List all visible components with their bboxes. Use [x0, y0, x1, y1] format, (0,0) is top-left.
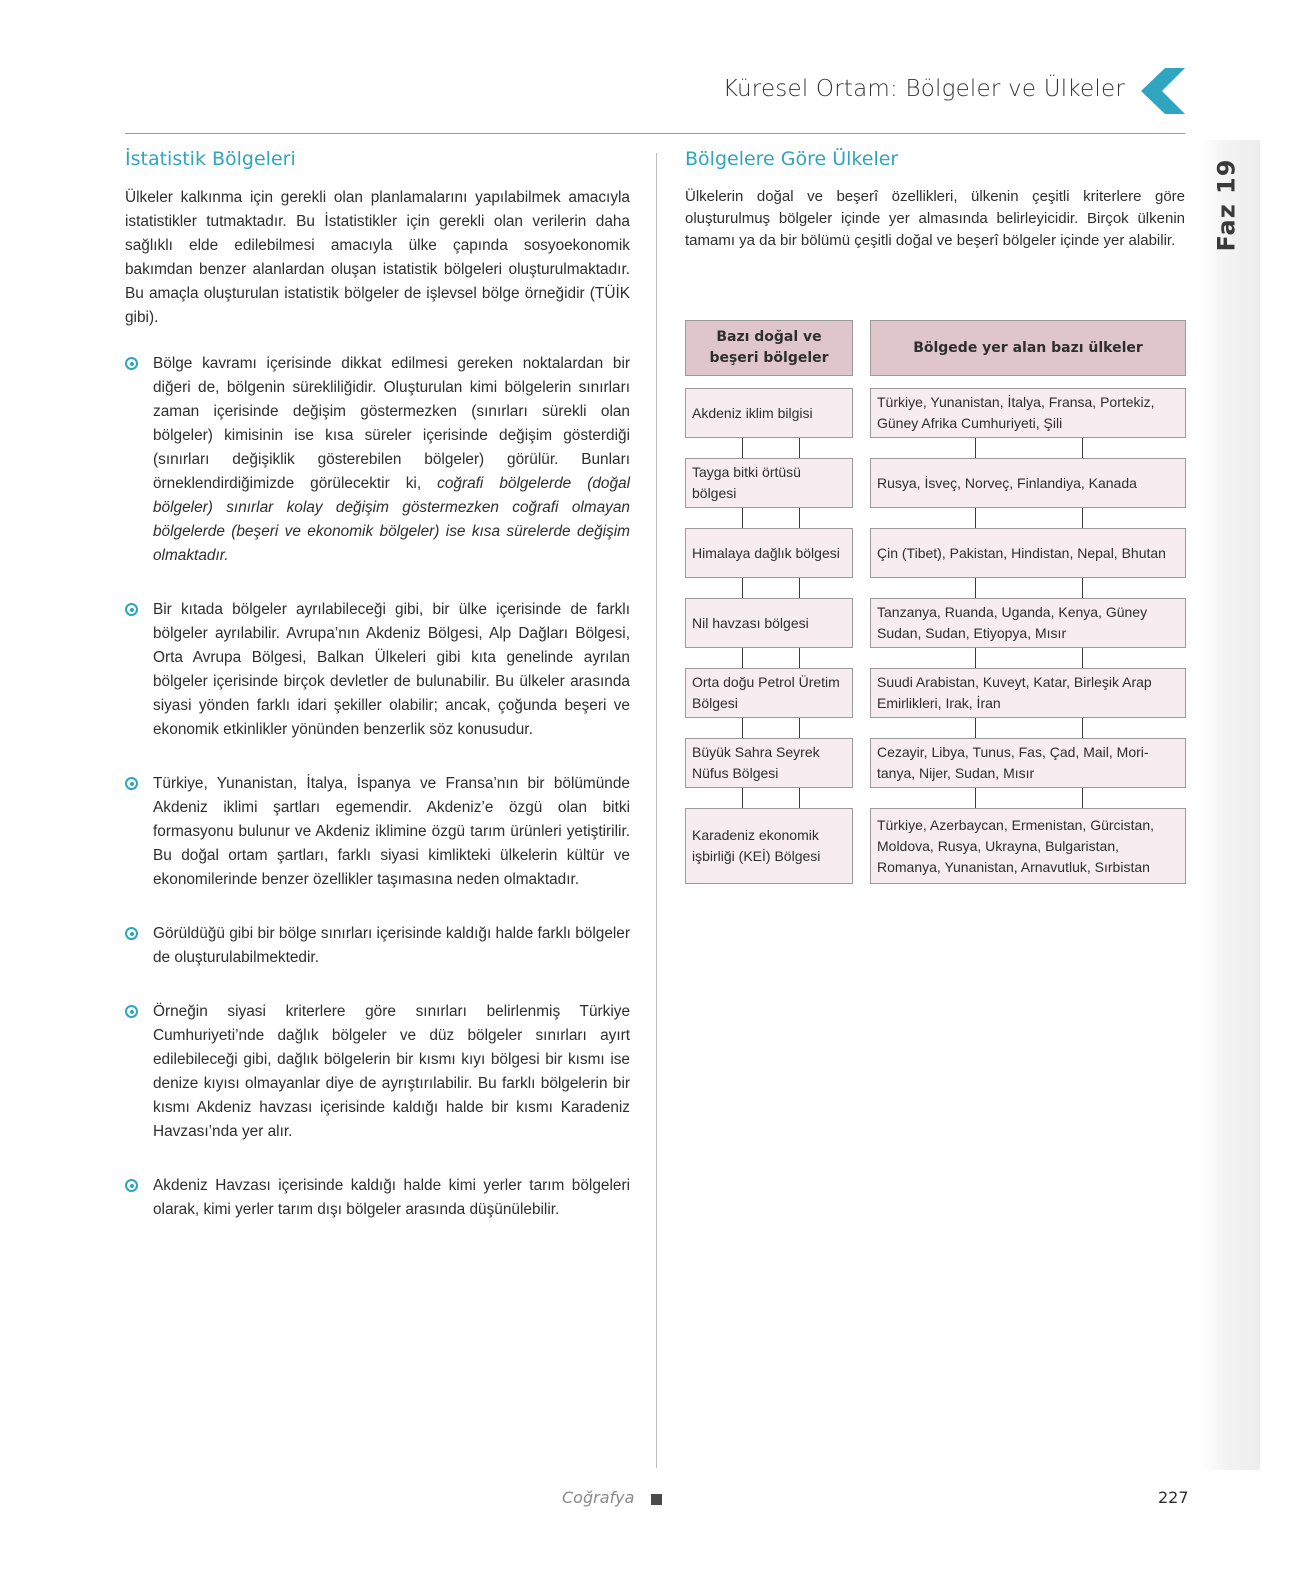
connector-line — [742, 718, 743, 738]
connector-line — [1082, 438, 1083, 458]
region-box: Himalaya dağlık bölgesi — [685, 528, 853, 578]
bullet-item — [125, 772, 630, 892]
connector-line — [799, 718, 800, 738]
bullet-item — [125, 1174, 630, 1222]
countries-box: Türkiye, Yunanistan, İtalya, Fransa, Portekiz, Güney Afrika Cumhuriyeti, Şili — [870, 388, 1186, 438]
side-label: Faz 19 — [1212, 158, 1240, 252]
bullet-target-icon — [125, 1179, 138, 1192]
connector-line — [742, 578, 743, 598]
bullet-text: Türkiye, Yunanistan, İtalya, İspanya ve Fransa’nın bir bölümünde Akdeniz iklimi şartları egemendir. Akdeniz’e özgü olan bitki formasyonu bulunur ve Akdeniz iklimine özgü tarım ürünleri yetiştirilir. Bu doğal ortam şartları, farklı siyasi kimlikteki ülkelerin kültür ve ekonomilerinde benzer özellikler taşımasına neden olmaktadır. — [153, 775, 630, 888]
chevron-left-icon — [1141, 68, 1185, 114]
connector-line — [799, 438, 800, 458]
page-header — [125, 58, 1185, 134]
right-intro-paragraph: Ülkelerin doğal ve beşerî özellikleri, ülkenin çeşitli kriterlere göre oluşturulmuş bölgeler içinde yer almasında belirleyicidir. Birçok ülkenin tamamı ya da bir bölümü çeşitli doğal ve beşerî bölgeler içinde yer alabilir. — [685, 188, 1185, 249]
bullet-text: Bölge kavramı içerisinde dikkat edilmesi gereken noktalardan bir diğeri de, bölgenin sürekliliğidir. Oluşturulan kimi bölgelerin sınırları zaman içerisinde değişim göstermezken (sınırları sürekli olan bölgeler) kimisinin ise kısa süreler içerisinde değişim gösterdiği (sınırları değişiklik gösterebilen bölgeler) görülür. Bunları örneklendirdiğimizde görülecektir ki, coğrafi bölgelerde (doğal bölgeler) sınırlar kolay değişim göstermezken coğrafi olmayan bölgelerde (beşeri ve ekonomik bölgeler) ise kısa sürelerde değişim olmaktadır. — [153, 355, 630, 564]
connector-line — [975, 438, 976, 458]
region-box: Karadeniz ekonomik işbirliği (KEİ) Bölgesi — [685, 808, 853, 884]
countries-box: Tanzanya, Ruanda, Uganda, Kenya, Güney Sudan, Sudan, Etiyopya, Mısır — [870, 598, 1186, 648]
bullet-item — [125, 922, 630, 970]
bullet-text: Bir kıtada bölgeler ayrılabileceği gibi, bir ülke içerisinde de farklı bölgeler ayrılabilir. Avrupa’nın Akdeniz Bölgesi, Alp Dağları Bölgesi, Orta Avrupa Bölgesi, Balkan Ülkeleri gibi kıta genelinde ayrılan bölgeler içerisinde birçok devletler de bulunabilir. Bu ülkeler arasında siyasi yönden farklı idari şekiller olabilir; ancak, çoğunda beşeri ve ekonomik etkinlikler yönünden benzerlik söz konusudur. — [153, 601, 630, 738]
connector-line — [799, 788, 800, 808]
section-title-statistics: İstatistik Bölgeleri — [125, 148, 296, 170]
diagram-head-regions: Bazı doğal ve beşeri bölgeler — [685, 320, 853, 376]
region-country-diagram — [685, 320, 1185, 920]
bullet-item — [125, 352, 630, 568]
region-box: Orta doğu Petrol Üretim Bölgesi — [685, 668, 853, 718]
side-tab — [1200, 140, 1260, 1470]
bullet-target-icon — [125, 927, 138, 940]
bullet-target-icon — [125, 603, 138, 616]
connector-line — [742, 508, 743, 528]
bullet-item — [125, 1000, 630, 1144]
connector-line — [975, 508, 976, 528]
connector-line — [1082, 718, 1083, 738]
bullet-text: Görüldüğü gibi bir bölge sınırları içerisinde kaldığı halde farklı bölgeler de oluşturulabilmektedir. — [153, 925, 630, 966]
diagram-head-countries: Bölgede yer alan bazı ülkeler — [870, 320, 1186, 376]
column-divider — [656, 153, 657, 1468]
connector-line — [1082, 578, 1083, 598]
connector-line — [975, 788, 976, 808]
region-box: Büyük Sahra Seyrek Nüfus Bölgesi — [685, 738, 853, 788]
connector-line — [975, 718, 976, 738]
bullet-target-icon — [125, 777, 138, 790]
connector-line — [975, 578, 976, 598]
countries-box: Türkiye, Azerbaycan, Ermenistan, Gürcistan, Moldova, Rusya, Ukrayna, Bulgaristan, Romanya, Yunanistan, Arnavutluk, Sırbistan — [870, 808, 1186, 884]
intro-paragraph: Ülkeler kalkınma için gerekli olan planlamalarını yapılabilmek amacıyla istatistikler tutmaktadır. Bu İstatistikler için gerekli olan verilerin daha sağlıklı elde edilebilmesi amacıyla ülke çapında sosyoekonomik bakımdan benzer alanlardan oluşan istatistik bölgeleri oluşturulmaktadır. Bu amaçla oluşturulan istatistik bölgeler de işlevsel bölge örneğidir (TÜİK gibi). — [125, 189, 630, 326]
countries-box: Çin (Tibet), Pakistan, Hindistan, Nepal, Bhutan — [870, 528, 1186, 578]
right-column — [685, 148, 1185, 252]
connector-line — [799, 648, 800, 668]
region-box: Akdeniz iklim bilgisi — [685, 388, 853, 438]
region-box: Tayga bitki örtüsü bölgesi — [685, 458, 853, 508]
bullet-text: Akdeniz Havzası içerisinde kaldığı halde kimi yerler tarım bölgeleri olarak, kimi yerler tarım dışı bölgeler arasında düşünülebilir. — [153, 1177, 630, 1218]
footer-subject: Coğrafya — [562, 1488, 635, 1507]
bullet-target-icon — [125, 1005, 138, 1018]
countries-box: Rusya, İsveç, Norveç, Finlandiya, Kanada — [870, 458, 1186, 508]
connector-line — [975, 648, 976, 668]
left-column — [125, 148, 630, 1252]
connector-line — [742, 788, 743, 808]
section-title-countries: Bölgelere Göre Ülkeler — [685, 148, 899, 170]
connector-line — [1082, 508, 1083, 528]
chapter-title: Küresel Ortam: Bölgeler ve Ülkeler — [722, 76, 1125, 102]
bullet-target-icon — [125, 357, 138, 370]
connector-line — [1082, 788, 1083, 808]
connector-line — [799, 578, 800, 598]
connector-line — [1082, 648, 1083, 668]
page-number: 227 — [1158, 1488, 1189, 1507]
countries-box: Suudi Arabistan, Kuveyt, Katar, Birleşik Arap Emirlikleri, Irak, İran — [870, 668, 1186, 718]
footer-square-icon — [651, 1494, 662, 1505]
bullet-item — [125, 598, 630, 742]
connector-line — [799, 508, 800, 528]
countries-box: Cezayir, Libya, Tunus, Fas, Çad, Mail, Moritanya, Nijer, Sudan, Mısır — [870, 738, 1186, 788]
bullet-text: Örneğin siyasi kriterlere göre sınırları belirlenmiş Türkiye Cumhuriyeti’nde dağlık bölgeler ve düz bölgeler sınırları ayırt edilebileceği gibi, dağlık bölgelerin bir kısmı kıyı bölgesi bir kısmı ise denize kıyısı olmayanlar diye de ayrıştırılabilir. Bu farklı bölgelerin bir kısmı Akdeniz havzası içerisinde kaldığı halde bir kısmı Karadeniz Havzası’nda yer alır. — [153, 1003, 630, 1140]
connector-line — [742, 438, 743, 458]
connector-line — [742, 648, 743, 668]
region-box: Nil havzası bölgesi — [685, 598, 853, 648]
